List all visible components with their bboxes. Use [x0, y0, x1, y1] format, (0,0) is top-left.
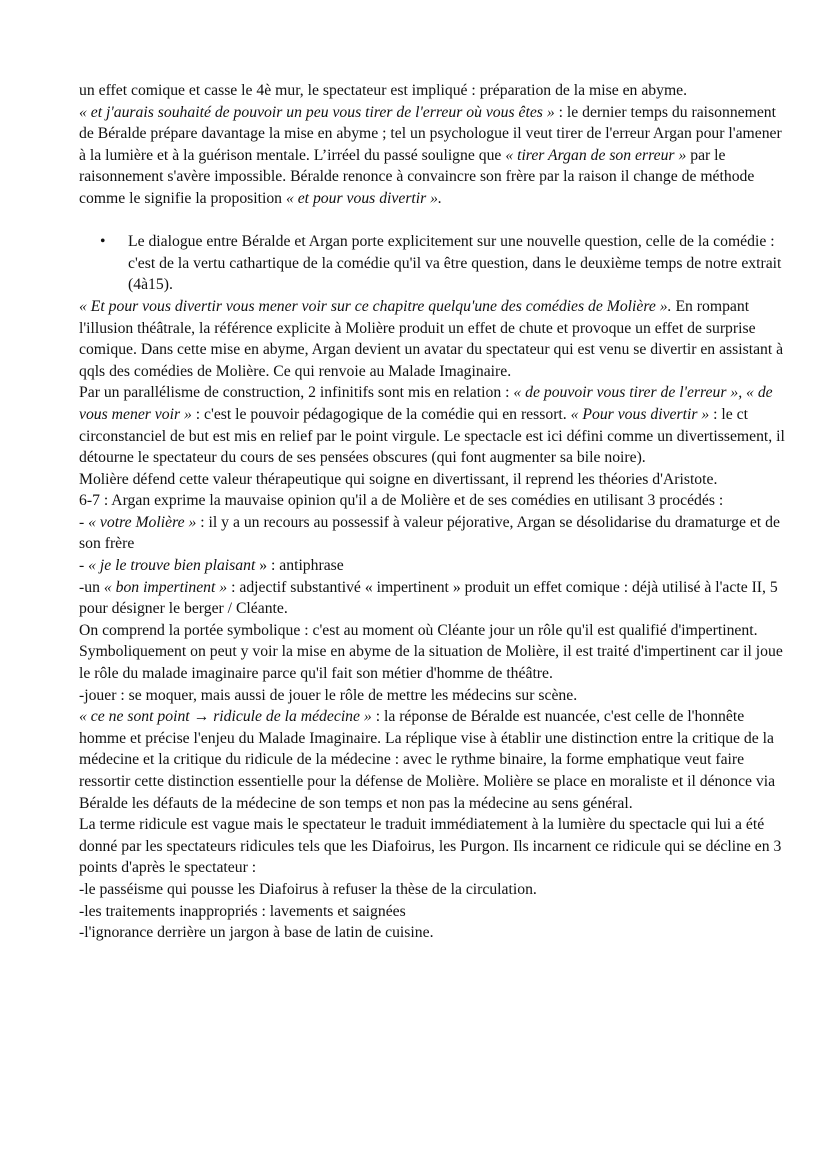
list-line-ignorance [79, 922, 788, 944]
paragraph-text: En rompant l'illusion théâtrale, la référence explicite à Molière produit un effet de chute et provoque un effet de surprise comique. Dans cette mise en abyme, Argan devient un avatar du spectateur qui est venu se divertir en assistant à qqls des comédies de Molière. Ce qui renvoie au Malade Imaginaire. [79, 297, 784, 380]
paragraph-text: -jouer : se moquer, mais aussi de jouer le rôle de mettre les médecins sur scène. [79, 686, 578, 704]
paragraph-text: - [79, 557, 89, 575]
quote-text: « votre Molière » [88, 513, 197, 531]
paragraph-aristote [79, 469, 788, 491]
paragraph-text: : la réponse de Béralde est nuancée, c'est celle de l'honnête homme et précise l'enjeu du Malade Imaginaire. La réplique vise à établir une distinction entre la critique de la médecine et la critique du ridicule de la médecine : avec le rythme binaire, la forme emphatique veut faire ressortir cette distinction essentielle pour la défense de Molière. Molière se place en moraliste et il dénonce via Béralde les défauts de la médecine de son temps et non pas la médecine au sens général. [79, 708, 776, 812]
list-line-votre-moliere [79, 512, 788, 555]
paragraph-terme-ridicule [79, 814, 788, 879]
paragraph-text: : il y a un recours au possessif à valeur péjorative, Argan se désolidarise du dramaturge et de son frère [79, 513, 780, 553]
paragraph-text: : adjectif substantivé « impertinent » produit un effet comique : déjà utilisé à l'acte II, 5 pour désigner le berger / Cléante. [79, 578, 778, 618]
bullet-item [79, 231, 788, 296]
paragraph-quote-comedies [79, 296, 788, 382]
list-line-jouer [79, 685, 788, 707]
quote-text: « et pour vous divertir ». [285, 189, 442, 207]
paragraph-text: 6-7 : Argan exprime la mauvaise opinion qu'il a de Molière et de ses comédies en utilisant 3 procédés : [79, 492, 724, 510]
bullet-list [79, 231, 788, 296]
paragraph-text: Molière défend cette valeur thérapeutique qui soigne en divertissant, il reprend les théories d'Aristote. [79, 470, 718, 488]
paragraph-text: -l'ignorance derrière un jargon à base de latin de cuisine. [79, 924, 434, 942]
list-line-passeisme [79, 879, 788, 901]
paragraph-intro [79, 80, 788, 102]
bullet-icon: • [100, 233, 106, 251]
list-line-plaisant [79, 555, 788, 577]
paragraph-text: -les traitements inappropriés : lavements et saignées [79, 902, 406, 920]
quote-text: « ce ne sont point → ridicule de la médecine » [79, 708, 372, 726]
paragraph-text: La terme ridicule est vague mais le spectateur le traduit immédiatement à la lumière du spectacle qui lui a été donné par les spectateurs ridicules tels que les Diafoirus, les Purgon. Ils incarnent ce ridicule qui se décline en 3 points d'après le spectateur : [79, 816, 782, 877]
paragraph-text: : c'est le pouvoir pédagogique de la comédie qui en ressort. [191, 405, 571, 423]
paragraph-symbolique [79, 620, 788, 685]
quote-text: « tirer Argan de son erreur » [505, 146, 687, 164]
list-line-traitements [79, 901, 788, 923]
bullet-text: Le dialogue entre Béralde et Argan porte explicitement sur une nouvelle question, celle de la comédie : c'est de la vertu cathartique de la comédie qu'il va être question, dans le deuxième temps de notre extrait (4à15). [128, 233, 782, 294]
paragraph-text: » : antiphrase [255, 557, 344, 575]
paragraph-text: un effet comique et casse le 4è mur, le spectateur est impliqué : préparation de la mise en abyme. [79, 82, 688, 99]
paragraph-ridicule-medecine [79, 706, 788, 814]
quote-text: « bon impertinent » [103, 578, 228, 596]
paragraph-procedes [79, 490, 788, 512]
quote-text: « je le trouve bien plaisant [88, 557, 256, 575]
paragraph-gap [79, 210, 788, 232]
paragraph-quote-erreur [79, 102, 788, 210]
paragraph-text: - [79, 513, 89, 531]
paragraph-parallelisme [79, 382, 788, 468]
paragraph-text: Par un parallélisme de construction, 2 infinitifs sont mis en relation : [79, 384, 514, 402]
paragraph-text: On comprend la portée symbolique : c'est au moment où Cléante jour un rôle qu'il est qualifié d'impertinent. Symboliquement on peut y voir la mise en abyme de la situation de Molière, il est traité d'impertinent car il joue le rôle du malade imaginaire parce qu'il fait son métier d'homme de théâtre. [79, 621, 783, 683]
quote-text: « et j'aurais souhaité de pouvoir un peu vous tirer de l'erreur où vous êtes » [79, 103, 555, 121]
quote-text: « de pouvoir vous tirer de l'erreur », « de vous mener voir » [79, 384, 773, 423]
paragraph-text: par le raisonnement s'avère impossible. Béralde renonce à convaincre son frère par la raison il change de méthode comme le signifie la proposition [79, 146, 755, 207]
quote-text: « Pour vous divertir » [570, 405, 710, 423]
paragraph-text: -le passéisme qui pousse les Diafoirus à refuser la thèse de la circulation. [79, 880, 537, 898]
list-line-impertinent [79, 577, 788, 620]
paragraph-text: -un [79, 578, 104, 596]
quote-text: « Et pour vous divertir vous mener voir sur ce chapitre quelqu'une des comédies de Molière ». [79, 297, 672, 315]
paragraph-text: : le dernier temps du raisonnement de Béralde prépare davantage la mise en abyme ; tel un psychologue il veut tirer de l'erreur Argan pour l'amener à la lumière et à la guérison mentale. L’irréel du passé souligne que [79, 103, 782, 164]
paragraph-text: : le ct circonstanciel de but est mis en relief par le point virgule. Le spectacle est ici défini comme un divertissement, il détourne le spectateur du cours de ses pensées obscures (qui font augmenter sa bile noire). [79, 405, 785, 467]
